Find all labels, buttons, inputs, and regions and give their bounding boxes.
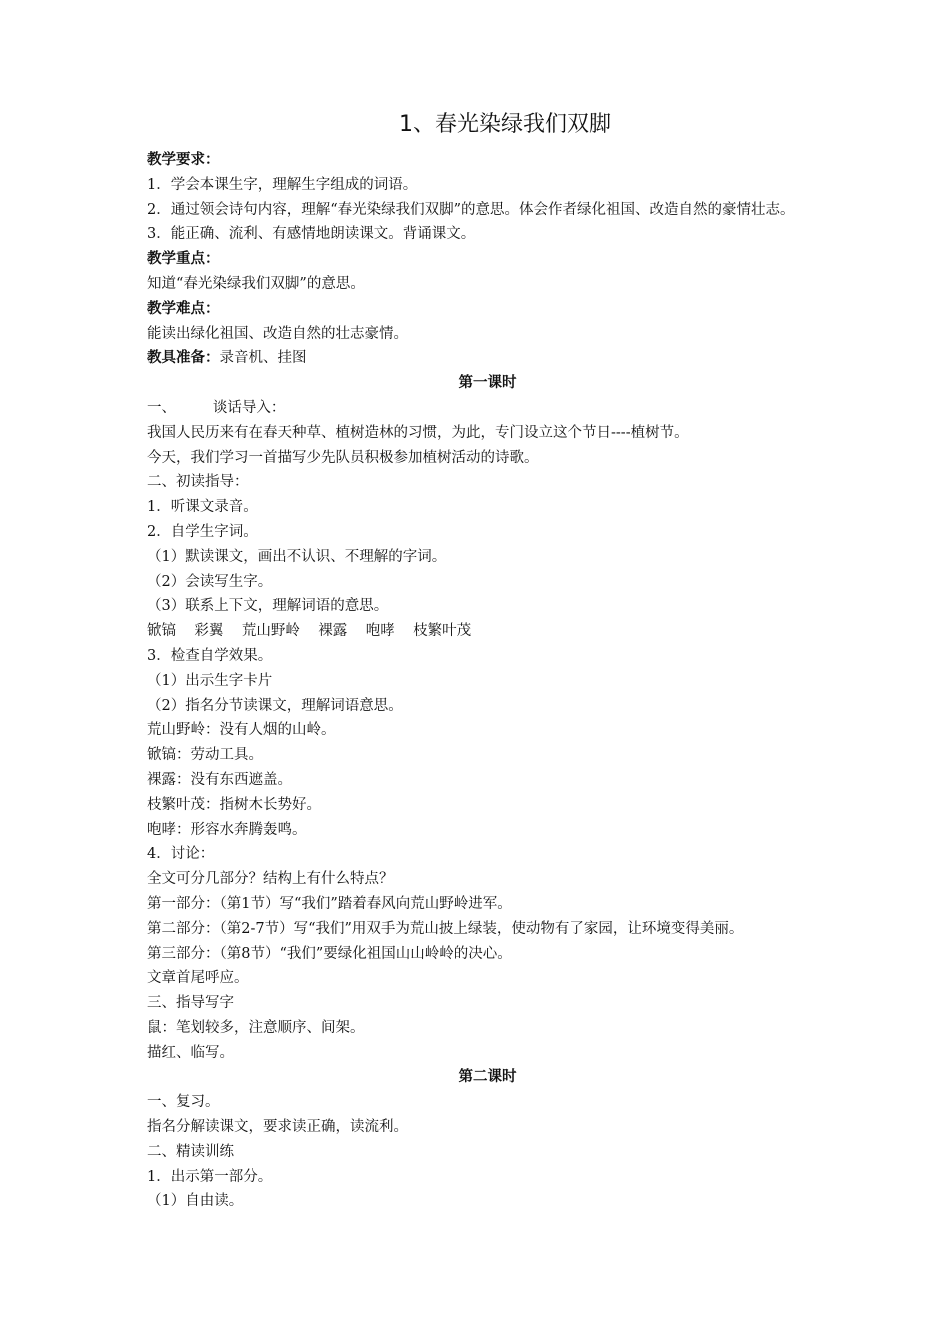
- paragraph: 全文可分几部分？结构上有什么特点？: [147, 871, 394, 888]
- section-heading: 教学要求：: [147, 152, 220, 168]
- paragraph: [115, 346, 860, 371]
- paragraph: 能读出绿化祖国、改造自然的壮志豪情。: [147, 325, 408, 342]
- paragraph: （2）指名分节读课文，理解词语意思。: [147, 697, 403, 714]
- paragraph: 锨镐 彩翼 荒山野岭 裸露 咆哮 枝繁叶茂: [147, 623, 472, 640]
- inline-text: 录音机、挂图: [219, 350, 307, 367]
- lesson-heading: 第二课时: [458, 1069, 517, 1086]
- paragraph: 指名分解读课文，要求读正确，读流利。: [147, 1119, 408, 1136]
- paragraph: 二、初读指导：: [147, 474, 249, 491]
- page-title: 1、春光染绿我们双脚: [399, 112, 611, 137]
- paragraph: （1）自由读。: [147, 1193, 244, 1210]
- paragraph: （1）出示生字卡片: [147, 672, 273, 689]
- paragraph: 我国人民历来有在春天种草、植树造林的习惯，为此，专门设立这个节日----植树节。: [147, 424, 689, 441]
- paragraph: 1．出示第一部分。: [147, 1168, 273, 1185]
- paragraph: 一、复习。: [147, 1094, 220, 1111]
- paragraph: （2）会读写生字。: [147, 573, 273, 590]
- paragraph: 第三部分：（第8节）“我们”要绿化祖国山山岭岭的决心。: [147, 945, 512, 962]
- lesson-heading: 第一课时: [458, 375, 517, 392]
- paragraph: 今天，我们学习一首描写少先队员积极参加植树活动的诗歌。: [147, 449, 539, 466]
- paragraph: 枝繁叶茂：指树木长势好。: [147, 796, 321, 813]
- paragraph: 三、指导写字: [147, 995, 234, 1012]
- paragraph: 荒山野岭：没有人烟的山岭。: [147, 722, 336, 739]
- paragraph: （1）默读课文，画出不认识、不理解的字词。: [147, 548, 447, 565]
- paragraph: 文章首尾呼应。: [147, 970, 249, 987]
- paragraph: 描红、临写。: [147, 1044, 234, 1061]
- paragraph: 咆哮：形容水奔腾轰鸣。: [147, 821, 307, 838]
- paragraph: 第二部分：（第2-7节）写“我们”用双手为荒山披上绿装，使动物有了家园，让环境变得美丽。: [147, 920, 744, 937]
- paragraph: 一、 谈话导入：: [147, 399, 286, 416]
- inline-label: 教具准备：: [147, 350, 220, 367]
- paragraph: 1．学会本课生字，理解生字组成的词语。: [147, 176, 418, 193]
- paragraph: 2．通过领会诗句内容，理解“春光染绿我们双脚”的意思。体会作者绿化祖国、改造自然的豪情壮志。: [147, 201, 795, 218]
- paragraph: 3．检查自学效果。: [147, 647, 273, 664]
- paragraph: 2．自学生字词。: [147, 523, 258, 540]
- paragraph: （3）联系上下文，理解词语的意思。: [147, 598, 389, 615]
- paragraph: 二、精读训练: [147, 1143, 234, 1160]
- section-heading: 教学重点：: [147, 251, 220, 268]
- paragraph: 锨镐：劳动工具。: [147, 747, 263, 764]
- paragraph: 1．听课文录音。: [147, 499, 258, 516]
- paragraph: 4．讨论：: [147, 846, 215, 863]
- paragraph: 3．能正确、流利、有感情地朗读课文。背诵课文。: [147, 226, 476, 243]
- paragraph: 第一部分：（第1节）写“我们”踏着春风向荒山野岭进军。: [147, 895, 512, 912]
- document-body: [115, 148, 860, 1214]
- paragraph: 鼠：笔划较多，注意顺序、间架。: [147, 1019, 365, 1036]
- section-heading: 教学难点：: [147, 300, 220, 317]
- paragraph: 知道“春光染绿我们双脚”的意思。: [147, 275, 365, 292]
- paragraph: 裸露：没有东西遮盖。: [147, 771, 292, 788]
